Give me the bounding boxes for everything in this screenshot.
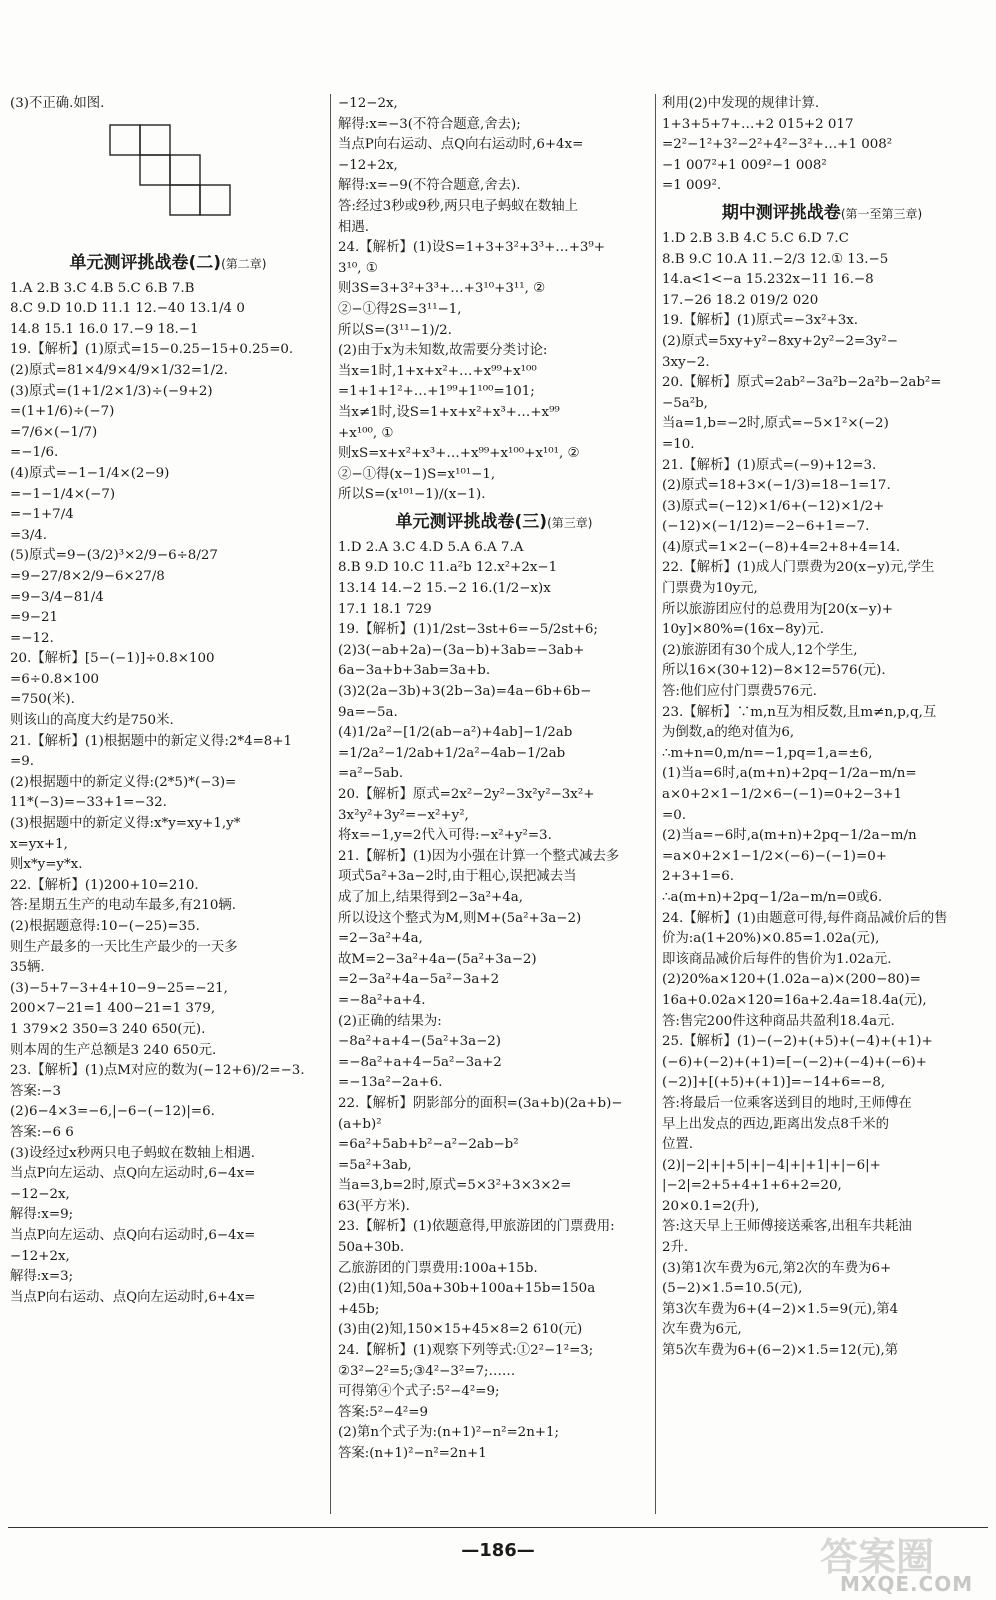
answer-line: (−2)]+[(+5)+(+1)]=−14+6=−8, <box>662 1075 886 1091</box>
answer-line: 当点P向右运动、点Q向左运动时,6+4x= <box>10 1289 256 1305</box>
answer-line: (2)原式=5xy+y²−8xy+2y²−2=3y²− <box>662 333 898 349</box>
answer-line: =a²−5ab. <box>338 766 404 782</box>
answer-line: 第3次车费为6+(4−2)×1.5=9(元),第4 <box>662 1301 899 1317</box>
cube-net-figure <box>100 119 260 243</box>
answer-line: 1+3+5+7+…+2 015+2 017 <box>662 116 854 132</box>
answer-line: 23.【解析】(1)依题意得,甲旅游团的门票费用: <box>338 1219 615 1235</box>
answer-line: 1.A 2.B 3.C 4.B 5.C 6.B 7.B <box>10 280 195 296</box>
answer-line: 早上出发点的西边,距离出发点8千米的 <box>662 1116 890 1132</box>
answer-line: 答案:−6 6 <box>10 1124 74 1140</box>
answer-line: (2)由于x为未知数,故需要分类讨论: <box>338 343 548 359</box>
answer-line: 项式5a²+3a−2时,由于粗心,误把减去当 <box>338 869 577 885</box>
answer-line: 1.D 2.A 3.C 4.D 5.A 6.A 7.A <box>338 539 524 555</box>
answer-line: ∴a(m+n)+2pq−1/2a−m/n=0或6. <box>662 889 883 905</box>
answer-line: 3x²y²+3y²=−x²+y², <box>338 807 469 823</box>
answer-line: 成了加上,结果得到2−3a²+4a, <box>338 889 523 905</box>
net-square <box>140 125 170 155</box>
answer-line: (−6)+(−2)+(+1)=[−(−2)+(−4)+(−6)+ <box>662 1054 927 1070</box>
answer-line: 22.【解析】阴影部分的面积=(3a+b)(2a+b)− <box>338 1095 623 1111</box>
column-left <box>10 94 326 1308</box>
answer-line: 24.【解析】(1)由题意可得,每件商品减价后的售 <box>662 910 948 926</box>
answer-line: 解得:x=−9(不符合题意,舍去). <box>338 178 521 194</box>
answer-line: 答:他们应付门票费576元. <box>662 684 817 700</box>
answer-line: (2)根据题中的新定义得:(2*5)*(−3)= <box>10 774 237 790</box>
answer-line: 20×0.1=2(升), <box>662 1198 760 1214</box>
answer-line: =750(米). <box>10 692 75 708</box>
answer-line: =−1−1/4×(−7) <box>10 486 116 502</box>
answer-line: 可得第④个式子:5²−4²=9; <box>338 1384 500 1400</box>
answer-line: x=yx+1, <box>10 836 68 852</box>
answer-line: =−13a²−2a+6. <box>338 1075 443 1091</box>
answer-line: +x¹⁰⁰, ① <box>338 425 394 441</box>
answer-line: =0. <box>662 807 686 823</box>
answer-line: 11*(−3)=−33+1=−32. <box>10 795 167 811</box>
answer-line: 50a+30b. <box>338 1240 405 1256</box>
answer-line: 21.【解析】(1)原式=(−9)+12=3. <box>662 457 877 473</box>
answer-line: −12+2x, <box>10 1248 70 1264</box>
answer-line: =−12. <box>10 630 54 646</box>
answer-line: ②−①得2S=3¹¹−1, <box>338 301 462 317</box>
answer-line: 6a−3a+b+3ab=3a+b. <box>338 663 491 679</box>
answer-line: 25.【解析】(1)−(−2)+(+5)+(−4)+(+1)+ <box>662 1034 933 1050</box>
answer-line: 解得:x=3; <box>10 1269 74 1285</box>
section-scope: (第一至第三章) <box>840 206 923 221</box>
answer-line: 20.【解析】原式=2ab²−3a²b−2a²b−2ab²= <box>662 375 942 391</box>
answer-line: 2升. <box>662 1240 689 1256</box>
net-square <box>140 155 170 185</box>
answer-line: 14.a<1<−a 15.232x−11 16.−8 <box>662 272 874 288</box>
answer-line: 门票费为10y元, <box>662 581 758 597</box>
answer-line: 22.【解析】(1)200+10=210. <box>10 877 199 893</box>
answer-line: 当点P向右运动、点Q向右运动时,6+4x= <box>338 137 584 153</box>
answer-line: −12−2x, <box>338 96 398 111</box>
answer-line: 当点P向左运动、点Q向左运动时,6−4x= <box>10 1166 256 1182</box>
answer-line: 当a=1,b=−2时,原式=−5×1²×(−2) <box>662 416 889 432</box>
answer-line: −5a²b, <box>662 395 708 411</box>
answer-line: =−8a²+a+4−5a²−3a+2 <box>338 1054 502 1070</box>
answer-line: 则3S=3+3²+3³+…+3¹⁰+3¹¹, ② <box>338 281 546 297</box>
answer-line: 2+3+1=6. <box>662 869 734 885</box>
answer-line: 3¹⁰, ① <box>338 260 378 276</box>
answer-line: 17.1 18.1 729 <box>338 601 432 617</box>
answer-line: 答案:5²−4²=9 <box>338 1404 429 1420</box>
answer-line: 9a=−5a. <box>338 704 398 720</box>
answer-line: (4)原式=1×2−(−8)+4=2+8+4=14. <box>662 539 901 555</box>
answer-line: =6a²+5ab+b²−a²−2ab−b² <box>338 1137 519 1153</box>
answer-line: 8.C 9.D 10.D 11.1 12.−40 13.1/4 0 <box>10 301 245 317</box>
answer-line: (2)原式=81×4/9×4/9×1/32=1/2. <box>10 362 228 378</box>
answer-line: (4)1/2a²−[1/2(ab−a²)+4ab]−1/2ab <box>338 725 573 741</box>
section-heading <box>662 200 982 227</box>
net-square <box>200 185 230 215</box>
answer-line: =6÷0.8×100 <box>10 671 100 687</box>
answer-line: 16a+0.02a×120=16a+2.4a=18.4a(元), <box>662 992 927 1008</box>
section-title: 期中测评挑战卷 <box>721 202 841 223</box>
answer-line: 8.B 9.D 10.C 11.a²b 12.x²+2x−1 <box>338 560 558 576</box>
column-right <box>662 94 982 1362</box>
answer-line: =9−21 <box>10 610 58 626</box>
answer-line: =7/6×(−1/7) <box>10 424 98 440</box>
section-title: 单元测评挑战卷(三) <box>395 511 548 532</box>
answer-line: =2−3a²+4a−5a²−3a+2 <box>338 972 500 988</box>
answer-line: (3)第1次车费为6元,第2次的车费为6+ <box>662 1260 892 1276</box>
answer-line: 解得:x=9; <box>10 1207 74 1223</box>
answer-line: 1.D 2.B 3.B 4.C 5.C 6.D 7.C <box>662 230 849 246</box>
section-scope: (第三章) <box>547 515 593 530</box>
answer-line: 21.【解析】(1)因为小强在计算一个整式减去多 <box>338 848 620 864</box>
answer-line: −12−2x, <box>10 1186 70 1202</box>
answer-line: 位置. <box>662 1137 694 1153</box>
answer-line: 1 379×2 350=3 240 650(元). <box>10 1021 206 1037</box>
answer-line: 200×7−21=1 400−21=1 379, <box>10 1001 216 1017</box>
answer-line: 则x*y=y*x. <box>10 857 83 873</box>
answer-line: =1 009². <box>662 178 722 194</box>
section-heading <box>10 250 326 277</box>
answer-line: (4)原式=−1−1/4×(2−9) <box>10 465 170 481</box>
answer-line: =a×0+2×1−1/2×(−6)−(−1)=0+ <box>662 848 887 864</box>
answer-line: (3)原式=(1+1/2×1/3)÷(−9+2) <box>10 383 213 399</box>
answer-line: 14.8 15.1 16.0 17.−9 18.−1 <box>10 321 199 337</box>
answer-line: (2)根据题意得:10−(−25)=35. <box>10 919 200 934</box>
section-heading <box>338 509 650 536</box>
answer-line: 价为:a(1+20%)×0.85=1.02a(元), <box>662 931 880 947</box>
net-square <box>170 155 200 185</box>
answer-line: =1+1+1²+…+1⁹⁹+1¹⁰⁰=101; <box>338 384 535 400</box>
answer-line: 35辆. <box>10 960 45 976</box>
watermark-logo: 答案圈 <box>820 1535 935 1579</box>
answer-line: 答案:(n+1)²−n²=2n+1 <box>338 1446 487 1461</box>
answer-line: =1/2a²−1/2ab+1/2a²−4ab−1/2ab <box>338 745 566 761</box>
answer-line: 当x=1时,1+x+x²+…+x⁹⁹+x¹⁰⁰ <box>338 363 537 379</box>
answer-line: (−12)×(−1/12)=−2−6+1=−7. <box>662 519 870 535</box>
answer-line: =2−3a²+4a, <box>338 931 423 947</box>
answer-line: 则该山的高度大约是750米. <box>10 713 174 729</box>
answer-line: (3)由(2)知,150×15+45×8=2 610(元) <box>338 1322 583 1338</box>
net-square <box>170 185 200 215</box>
answer-line: 乙旅游团的门票费用:100a+15b. <box>338 1260 538 1276</box>
answer-line: 答:售完200件这种商品共盈利18.4a元. <box>662 1013 895 1029</box>
answer-line: (3)原式=(−12)×1/6+(−12)×1/2+ <box>662 498 885 514</box>
answer-line: (1)当a=6时,a(m+n)+2pq−1/2a−m/n= <box>662 766 917 782</box>
answer-line: (2)第n个式子为:(n+1)²−n²=2n+1; <box>338 1425 560 1441</box>
column-middle <box>338 94 650 1465</box>
answer-line: (2)|−2|+|+5|+|−4|+|+1|+|−6|+ <box>662 1157 881 1173</box>
answer-line: 当点P向左运动、点Q向右运动时,6−4x= <box>10 1227 256 1243</box>
answer-line: 相遇. <box>338 219 370 235</box>
answer-line: (2)20%a×120+(1.02a−a)×(200−80)= <box>662 972 921 988</box>
answer-line: (3)不正确.如图. <box>10 96 105 111</box>
answer-line: 答案:−3 <box>10 1083 62 1099</box>
answer-line: 为倒数,a的绝对值为6, <box>662 725 795 741</box>
column-divider <box>655 94 656 1514</box>
answer-line: 即该商品减价后每件的售价为1.02a元. <box>662 951 892 967</box>
answer-line: =9. <box>10 754 34 770</box>
answer-line: 8.B 9.C 10.A 11.−2/3 12.① 13.−5 <box>662 251 889 267</box>
answer-line: 将x=−1,y=2代入可得:−x²+y²=3. <box>338 828 552 844</box>
answer-line: 答:经过3秒或9秒,两只电子蚂蚁在数轴上 <box>338 198 579 214</box>
answer-line: =−8a²+a+4. <box>338 992 426 1008</box>
answer-line: +45b; <box>338 1301 380 1317</box>
column-divider <box>330 94 331 1514</box>
answer-line: 所以S=(x¹⁰¹−1)/(x−1). <box>338 487 486 503</box>
answer-line: 17.−26 18.2 019/2 020 <box>662 292 819 308</box>
answer-line: =10. <box>662 436 695 452</box>
answer-line: 第5次车费为6+(6−2)×1.5=12(元),第 <box>662 1343 899 1359</box>
answer-line: 故M=2−3a²+4a−(5a²+3a−2) <box>338 951 537 967</box>
answer-line: 19.【解析】(1)原式=15−0.25−15+0.25=0. <box>10 342 294 358</box>
answer-line: 当x≠1时,设S=1+x+x²+x³+…+x⁹⁹ <box>338 404 560 420</box>
answer-line: (3)−5+7−3+4+10−9−25=−21, <box>10 980 228 996</box>
section-title: 单元测评挑战卷(二) <box>69 252 222 273</box>
answer-line: =−1+7/4 <box>10 507 74 523</box>
section-scope: (第二章) <box>221 256 267 271</box>
answer-line: −8a²+a+4−(5a²+3a−2) <box>338 1034 502 1050</box>
answer-line: 20.【解析】[5−(−1)]÷0.8×100 <box>10 651 215 667</box>
answer-line: (a+b)² <box>338 1116 382 1132</box>
answer-line: 10y]×80%=(16x−8y)元. <box>662 622 825 638</box>
net-square <box>110 125 140 155</box>
answer-line: (2)当a=−6时,a(m+n)+2pq−1/2a−m/n <box>662 828 917 844</box>
answer-line: ②3²−2²=5;③4²−3²=7;…… <box>338 1363 516 1379</box>
answer-line: (2)3(−ab+2a)−(3a−b)+3ab=−3ab+ <box>338 642 585 658</box>
answer-line: 所以旅游团应付的总费用为[20(x−y)+ <box>662 601 893 617</box>
answer-line: 答:这天早上王师傅接送乘客,出租车共耗油 <box>662 1219 912 1235</box>
answer-line: 所以16×(30+12)−8×12=576(元). <box>662 663 886 679</box>
answer-line: |−2|=2+5+4+1+6+2=20, <box>662 1178 842 1194</box>
answer-line: 利用(2)中发现的规律计算. <box>662 96 820 111</box>
answer-line: =(1+1/6)÷(−7) <box>10 404 115 420</box>
answer-line: 23.【解析】(1)点M对应的数为(−12+6)/2=−3. <box>10 1063 305 1079</box>
answer-line: 答:星期五生产的电动车最多,有210辆. <box>10 898 237 914</box>
answer-line: (5−2)×1.5=10.5(元), <box>662 1281 803 1297</box>
answer-line: 解得:x=−3(不符合题意,舍去); <box>338 116 521 132</box>
answer-line: 63(平方米). <box>338 1198 410 1214</box>
answer-line: 则xS=x+x²+x³+…+x⁹⁹+x¹⁰⁰+x¹⁰¹, ② <box>338 446 580 462</box>
answer-line: (2)6−4×3=−6,|−6−(−12)|=6. <box>10 1104 215 1120</box>
answer-line: (2)正确的结果为: <box>338 1013 442 1029</box>
answer-line: =5a²+3ab, <box>338 1157 412 1173</box>
answer-line: 所以设这个整式为M,则M+(5a²+3a−2) <box>338 910 582 926</box>
answer-line: 23.【解析】∵m,n互为相反数,且m≠n,p,q,互 <box>662 704 937 720</box>
answer-line: −1 007²+1 009²−1 008² <box>662 157 827 173</box>
answer-line: 24.【解析】(1)设S=1+3+3²+3³+…+3⁹+ <box>338 240 606 256</box>
answer-line: (2)旅游团有30个成人,12个学生, <box>662 642 858 658</box>
answer-line: 则生产最多的一天比生产最少的一天多 <box>10 939 238 955</box>
answer-line: (3)设经过x秒两只电子蚂蚁在数轴上相遇. <box>10 1145 256 1161</box>
answer-line: 19.【解析】(1)1/2st−3st+6=−5/2st+6; <box>338 622 598 638</box>
answer-line: 3xy−2. <box>662 354 710 370</box>
answer-line: 19.【解析】(1)原式=−3x²+3x. <box>662 313 859 329</box>
answer-line: (5)原式=9−(3/2)³×2/9−6÷8/27 <box>10 548 218 564</box>
answer-line: ∴m+n=0,m/n=−1,pq=1,a=±6, <box>662 745 873 761</box>
answer-line: a×0+2×1−1/2×6−(−1)=0+2−3+1 <box>662 787 903 802</box>
answer-line: =2²−1²+3²−2²+4²−3²+…+1 008² <box>662 137 893 153</box>
answer-line: 当a=3,b=2时,原式=5×3²+3×3×2= <box>338 1178 572 1194</box>
answer-line: 20.【解析】原式=2x²−2y²−3x²y²−3x²+ <box>338 787 595 802</box>
answer-line: 答:将最后一位乘客送到目的地时,王师傅在 <box>662 1095 912 1111</box>
answer-line: (2)由(1)知,50a+30b+100a+15b=150a <box>338 1281 596 1297</box>
page-number: —186— <box>461 1540 535 1561</box>
figure-area <box>10 115 326 247</box>
answer-line: 21.【解析】(1)根据题中的新定义得:2*4=8+1 <box>10 733 293 749</box>
answer-line: 次车费为6元, <box>662 1322 742 1338</box>
answer-line: 所以S=(3¹¹−1)/2. <box>338 322 452 338</box>
answer-line: ②−①得(x−1)S=x¹⁰¹−1, <box>338 466 496 482</box>
answer-line: =−1/6. <box>10 445 59 461</box>
answer-line: 13.14 14.−2 15.−2 16.(1/2−x)x <box>338 581 551 597</box>
answer-line: 则本周的生产总额是3 240 650元. <box>10 1042 217 1058</box>
answer-line: −12+2x, <box>338 157 398 173</box>
answer-line: 22.【解析】(1)成人门票费为20(x−y)元,学生 <box>662 560 935 576</box>
answer-line: (2)原式=18+3×(−1/3)=18−1=17. <box>662 478 891 494</box>
answer-line: =9−3/4−81/4 <box>10 589 104 605</box>
answer-line: 24.【解析】(1)观察下列等式:①2²−1²=3; <box>338 1343 594 1359</box>
watermark-url: MXQE.COM <box>840 1572 974 1596</box>
answer-line: =3/4. <box>10 527 48 543</box>
answer-line: (3)根据题中的新定义得:x*y=xy+1,y* <box>10 816 241 832</box>
answer-line: (3)2(2a−3b)+3(2b−3a)=4a−6b+6b− <box>338 684 592 700</box>
answer-line: =9−27/8×2/9−6×27/8 <box>10 568 165 584</box>
